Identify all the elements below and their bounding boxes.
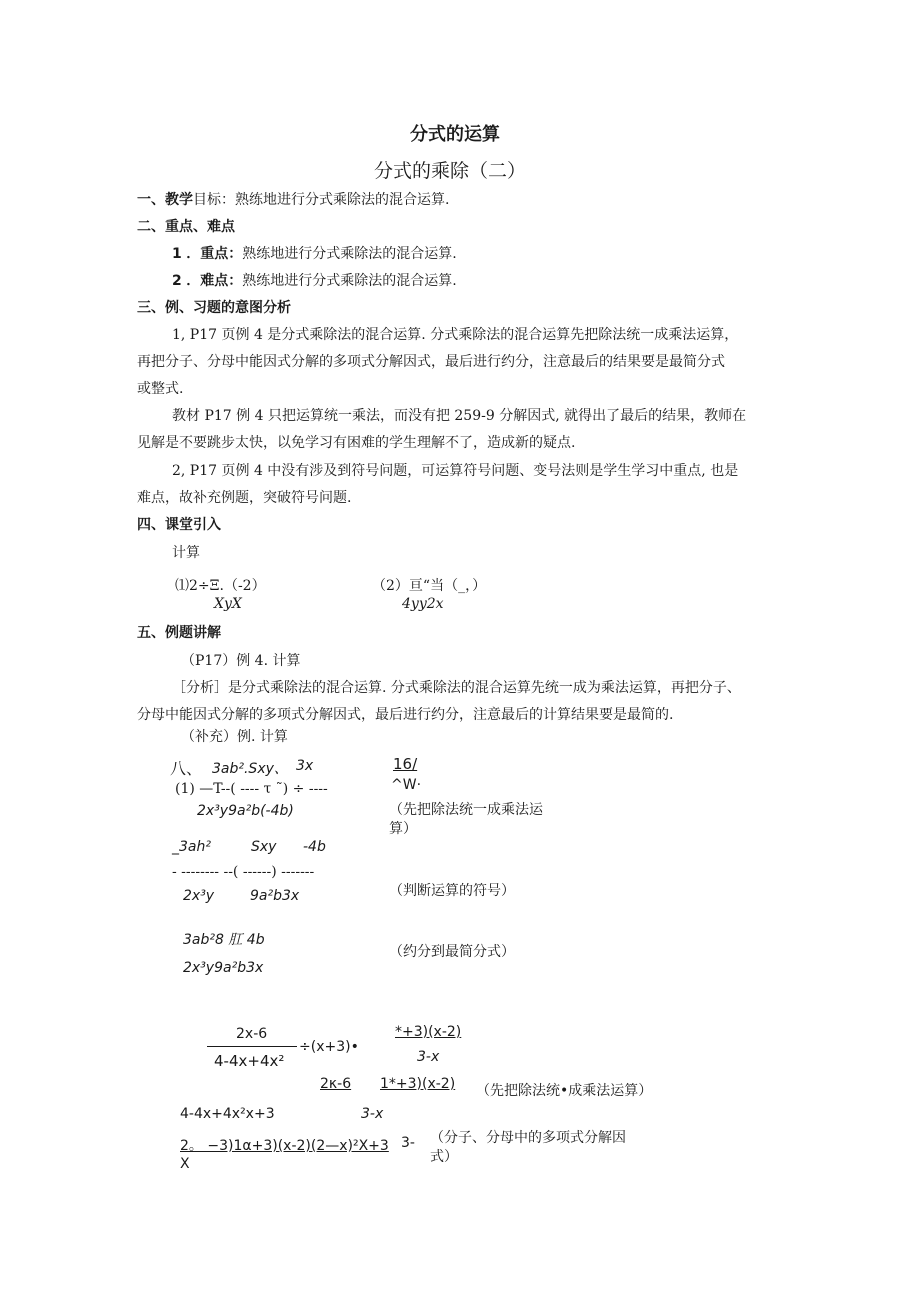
math2-t2: 3-x <box>361 1106 384 1122</box>
math2-note-1: （先把除法统•成乘法运算） <box>476 1083 653 1099</box>
math1-i2: 9a²b3x <box>250 888 300 904</box>
math1-k: 2x³y9a²b3x <box>183 960 264 976</box>
section-4-head: 四、课堂引入 <box>137 517 221 533</box>
math1-note-3: （约分到最简分式） <box>389 944 515 960</box>
math1-h2: Sxy <box>251 839 277 855</box>
analysis-line: 分母中能因式分解的多项式分解因式，最后进行约分，注意最后的计算结果要是最简的. <box>137 707 674 723</box>
math1-a: 八、 <box>170 759 203 778</box>
math1-h3: -4b <box>303 839 326 855</box>
page-subtitle: 分式的乘除（二） <box>374 160 527 182</box>
math2-operator: ÷(x+3)• <box>299 1039 359 1055</box>
math2-note-2b: 式） <box>430 1149 458 1165</box>
math1-e: (1) —T--( ---- τ ˜) ÷ ---- <box>175 781 328 797</box>
page-title: 分式的运算 <box>410 124 500 145</box>
math2-u1: 2。 −3)1α+3)(x-2)(2—x)²X+3 <box>180 1138 389 1154</box>
math2-r1: *+3)(x-2) <box>395 1024 462 1040</box>
math1-d: 16/ <box>393 755 418 773</box>
math2-s2: 1*+3)(x-2) <box>380 1076 456 1092</box>
section-1-head: 一、教学 <box>137 192 193 208</box>
question-2: （2）亘“当（_，） <box>372 578 487 594</box>
analysis-line: ［分析］是分式乘除法的混合运算. 分式乘除法的混合运算先统一成为乘法运算，再把分子、 <box>172 680 741 696</box>
math1-g: 2x³y9a²b(-4b) <box>197 803 294 819</box>
paragraph-line: 再把分子、分母中能因式分解的多项式分解因式，最后进行约分，注意最后的结果要是最简分式 <box>137 354 725 370</box>
math2-fraction-bar <box>207 1046 297 1047</box>
item-2 <box>172 271 457 291</box>
paragraph-line: 难点，故补充例题，突破符号问题. <box>137 490 352 506</box>
math1-h1: _3ah² <box>172 839 211 855</box>
item-1-head: ．重点： <box>186 246 243 262</box>
section-1 <box>137 190 449 210</box>
section-2-head: 二、重点、难点 <box>137 219 235 235</box>
example-4: （P17）例 4. 计算 <box>181 653 301 669</box>
paragraph-line: 教材 P17 例 4 只把运算统一乘法，而没有把 259-9 分解因式, 就得出了最后的结果，教师在 <box>172 408 747 424</box>
item-2-text: 熟练地进行分式乘除法的混合运算. <box>242 273 457 289</box>
paragraph-line: 或整式. <box>137 381 184 397</box>
math1-note-1b: 算） <box>389 821 417 837</box>
question-1: ⑴2÷Ξ.（-2） <box>175 578 266 594</box>
item-1 <box>172 244 457 264</box>
math1-note-1a: （先把除法统一成乘法运 <box>389 802 543 818</box>
paragraph-line: 2, P17 页例 4 中没有涉及到符号问题，可运算符号问题、变号法则是学生学习中重点, 也是 <box>172 463 739 479</box>
math1-i1: 2x³y <box>183 888 215 904</box>
calc-label: 计算 <box>172 545 200 561</box>
question-2-sub: 4yy2x <box>402 596 444 612</box>
math1-c: 3x <box>296 758 314 774</box>
math2-t1: 4-4x+4x²x+3 <box>180 1106 275 1122</box>
math1-j: 3ab²8 肛 4b <box>183 932 265 948</box>
math2-r2: 3-x <box>417 1049 440 1065</box>
math2-s1: 2κ-6 <box>320 1076 352 1092</box>
paragraph-line: 1, P17 页例 4 是分式乘除法的混合运算. 分式乘除法的混合运算先把除法统一成乘法运算， <box>172 327 739 343</box>
math2-note-2a: （分子、分母中的多项式分解因 <box>430 1130 626 1146</box>
section-3-head: 三、例、习题的意图分析 <box>137 300 291 316</box>
math1-note-2: （判断运算的符号） <box>389 883 515 899</box>
paragraph-line: 见解是不要跳步太快，以免学习有困难的学生理解不了，造成新的疑点. <box>137 435 576 451</box>
supplement-example: （补充）例. 计算 <box>181 729 288 745</box>
section-5-head: 五、例题讲解 <box>137 625 221 641</box>
math2-numerator: 2x-6 <box>236 1026 268 1042</box>
item-1-text: 熟练地进行分式乘除法的混合运算. <box>242 246 457 262</box>
item-2-head: ．难点： <box>186 273 243 289</box>
math1-f: ^W· <box>391 777 422 793</box>
section-1-text: 目标：熟练地进行分式乘除法的混合运算. <box>193 192 450 208</box>
math1-dash: - -------- --( ------) ------- <box>172 864 315 880</box>
item-2-num: 2 <box>172 273 182 289</box>
math2-denominator: 4-4x+4x² <box>214 1052 285 1070</box>
item-1-num: 1 <box>172 246 182 262</box>
question-1-sub: XyX <box>214 596 242 612</box>
math2-u3: X <box>180 1156 190 1172</box>
math1-b: 3ab².Sxy、 <box>212 761 288 777</box>
math2-u2: 3- <box>401 1135 415 1151</box>
